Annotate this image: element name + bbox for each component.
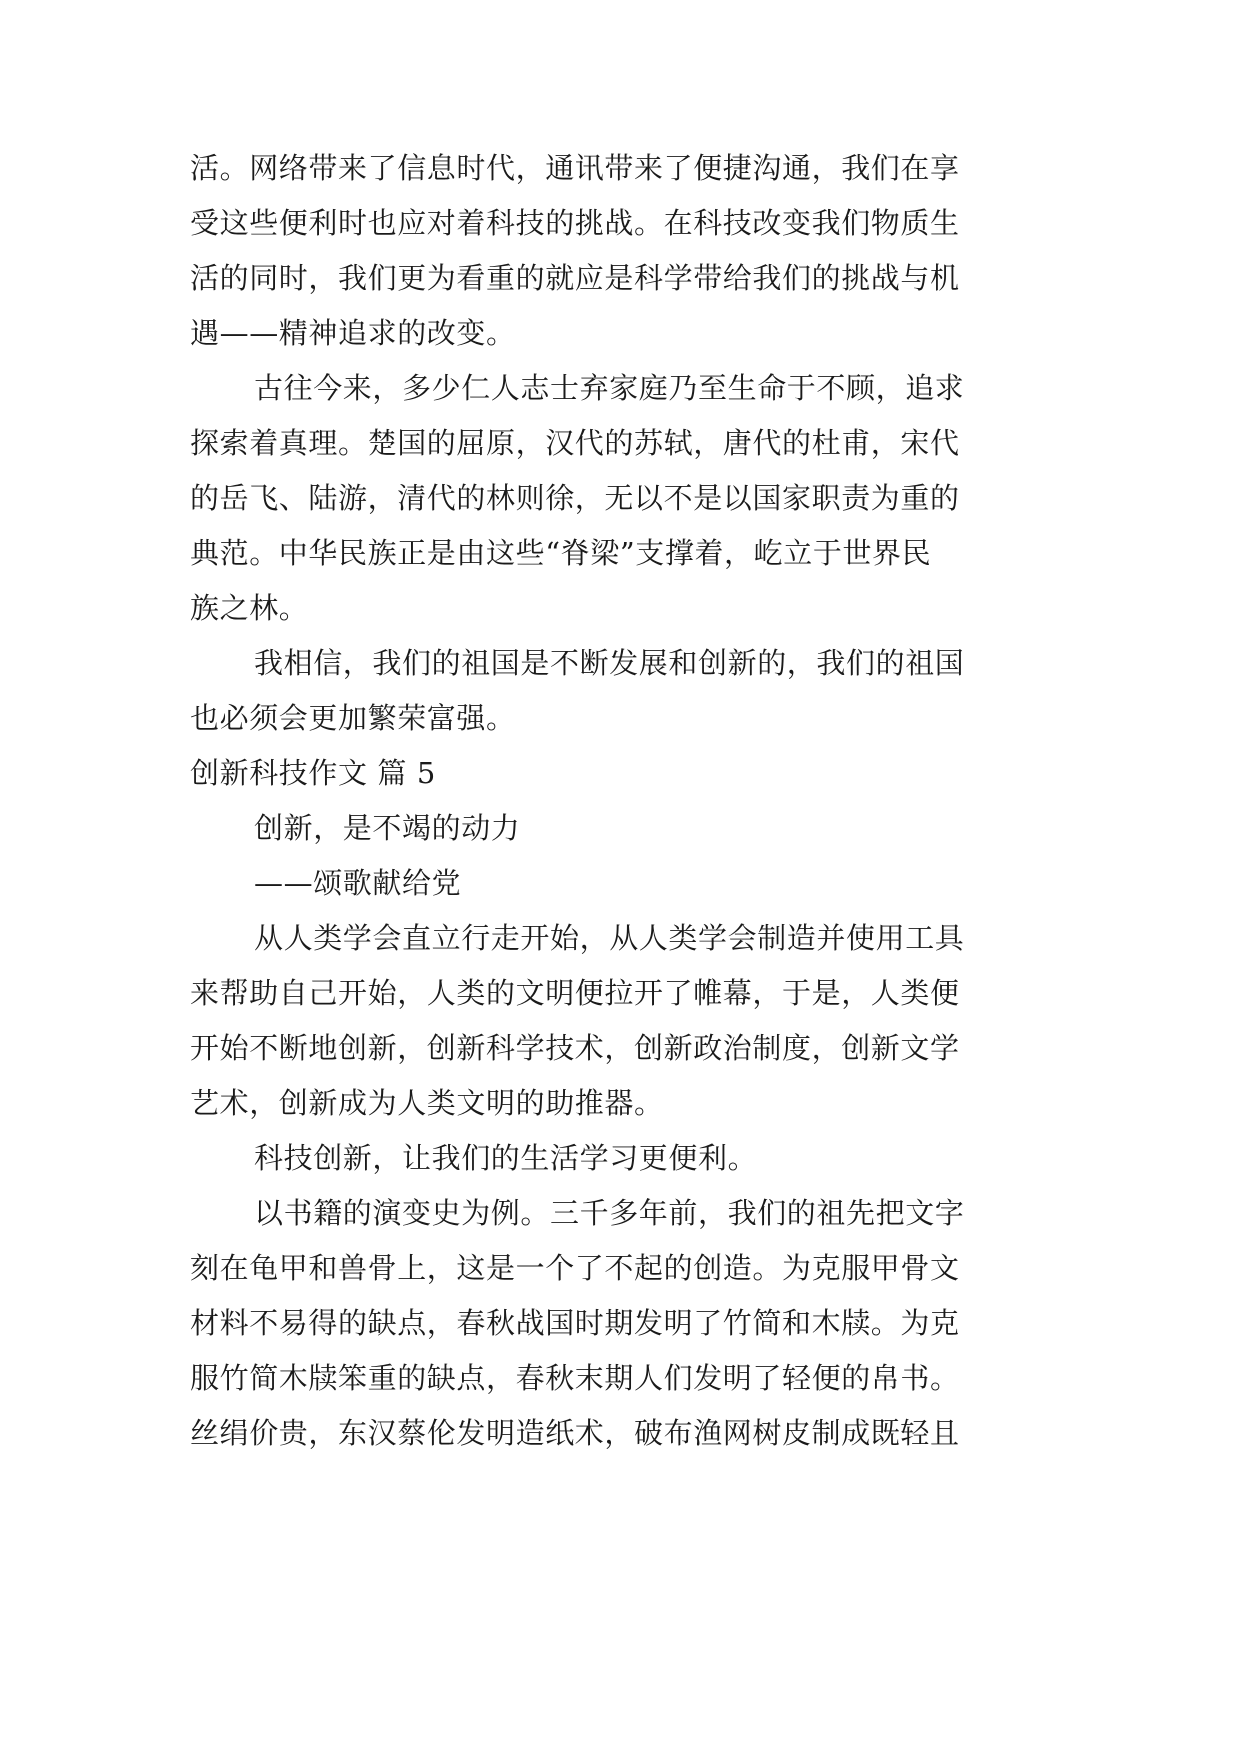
body-text-line: 探索着真理。楚国的屈原，汉代的苏轼，唐代的杜甫，宋代 xyxy=(190,426,960,460)
body-text-line: 艺术，创新成为人类文明的助推器。 xyxy=(190,1086,664,1120)
body-text-line: 也必须会更加繁荣富强。 xyxy=(190,701,516,735)
body-text-line: 活。网络带来了信息时代，通讯带来了便捷沟通，我们在享 xyxy=(190,151,960,185)
body-text-line: 受这些便利时也应对着科技的挑战。在科技改变我们物质生 xyxy=(190,206,960,240)
body-text-line: 族之林。 xyxy=(190,591,309,625)
body-text-line: 遇——精神追求的改变。 xyxy=(190,316,516,350)
paragraph-start-line: 科技创新，让我们的生活学习更便利。 xyxy=(254,1141,758,1175)
body-text-line: 刻在龟甲和兽骨上，这是一个了不起的创造。为克服甲骨文 xyxy=(190,1251,960,1285)
body-text-line: 典范。中华民族正是由这些“脊梁”支撑着，屹立于世界民 xyxy=(190,536,932,570)
paragraph-start-line: 从人类学会直立行走开始，从人类学会制造并使用工具 xyxy=(254,921,965,955)
body-text-line: 来帮助自己开始，人类的文明便拉开了帷幕，于是，人类便 xyxy=(190,976,960,1010)
body-text-line: 丝绢价贵，东汉蔡伦发明造纸术，破布渔网树皮制成既轻且 xyxy=(190,1416,960,1450)
essay-subtitle: ——颂歌献给党 xyxy=(254,866,462,900)
body-text-line: 活的同时，我们更为看重的就应是科学带给我们的挑战与机 xyxy=(190,261,960,295)
essay-title: 创新，是不竭的动力 xyxy=(254,811,521,845)
paragraph-start-line: 我相信，我们的祖国是不断发展和创新的，我们的祖国 xyxy=(254,646,965,680)
section-heading: 创新科技作文 篇 5 xyxy=(190,756,436,790)
body-text-line: 服竹简木牍笨重的缺点，春秋末期人们发明了轻便的帛书。 xyxy=(190,1361,960,1395)
paragraph-start-line: 以书籍的演变史为例。三千多年前，我们的祖先把文字 xyxy=(254,1196,965,1230)
body-text-line: 开始不断地创新，创新科学技术，创新政治制度，创新文学 xyxy=(190,1031,960,1065)
body-text-line: 材料不易得的缺点，春秋战国时期发明了竹简和木牍。为克 xyxy=(190,1306,960,1340)
body-text-line: 的岳飞、陆游，清代的林则徐，无以不是以国家职责为重的 xyxy=(190,481,960,515)
paragraph-start-line: 古往今来，多少仁人志士弃家庭乃至生命于不顾，追求 xyxy=(254,371,965,405)
